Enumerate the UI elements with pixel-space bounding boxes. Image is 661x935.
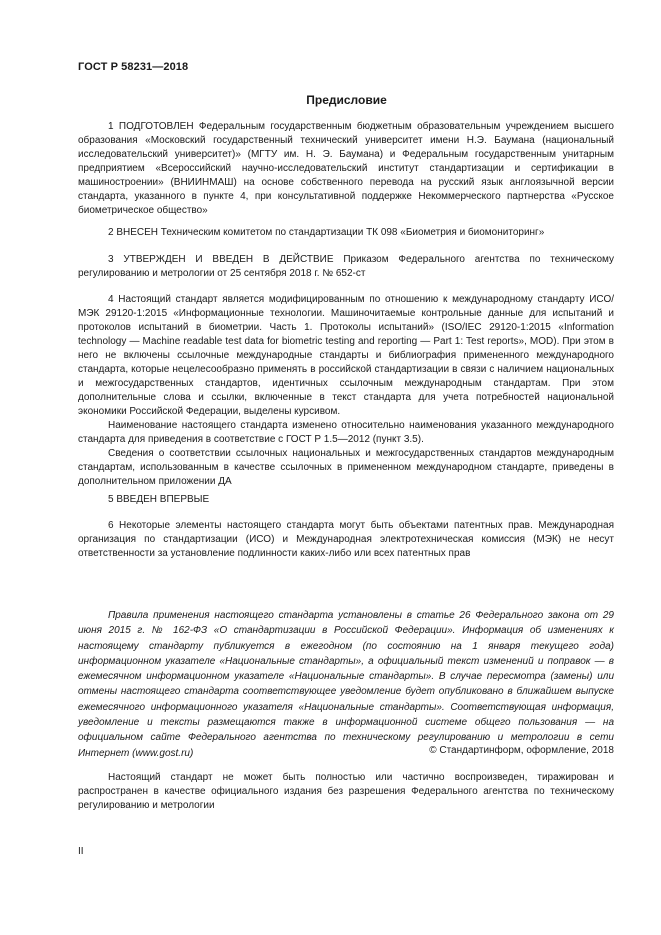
section-4: [78, 293, 614, 489]
section-1: [78, 120, 614, 218]
section-6-text: 6 Некоторые элементы настоящего стандарта могут быть объектами патентных прав. Международная организация по стандартизации (ИСО) и Международная электротехническая комиссия (МЭК) не несут ответственности за установление подлинности каких-либо или всех патентных прав: [78, 520, 614, 559]
section-4-name-note: Наименование настоящего стандарта изменено относительно наименования указанного международного стандарта для приведения в соответствие с ГОСТ Р 1.5—2012 (пункт 3.5).: [78, 420, 614, 445]
application-rules-notice: Правила применения настоящего стандарта установлены в статье 26 Федерального закона от 29 июня 2015 г. № 162-ФЗ «О стандартизации в Российской Федерации». Информация об изменениях к настоящему стандарту публикуется в ежегодном (по состоянию на 1 января текущего года) информационном указателе «Национальные стандарты», а официальный текст изменений и поправок — в ежемесячном информационном указателе «Национальные стандарты». В случае пересмотра (замены) или отмены настоящего стандарта соответствующее уведомление будет опубликовано в ближайшем выпуске ежемесячного информационного указателя «Национальные стандарты». Соответствующая информация, уведомление и тексты размещаются также в информационной системе общего пользования — на официальном сайте Федерального агентства по техническому регулированию и метрологии в сети Интернет (www.gost.ru): [78, 610, 614, 759]
page-title: Предисловие: [306, 93, 387, 107]
copyright-line: © Стандартинформ, оформление, 2018: [429, 745, 614, 756]
section-4-text: 4 Настоящий стандарт является модифицированным по отношению к международному стандарту ИСО/МЭК 29120-1:2015 «Информационные технологии. Машиночитаемые контрольные данные для испытаний и протоколов испытаний в биометрии. Часть 1. Протоколы испытаний» (ISO/IEC 29120-1:2015 «Information technology — Machine readable test data for biometric testing and reporting — Part 1: Test reports», MOD). При этом в него не включены ссылочные международные стандарты и библиография примененного международного стандарта, которые нецелесообразно применять в российской стандартизации в связи с наличием национальных и межгосударственных стандартов, идентичных ссылочным международным стандартам. При этом дополнительные слова и ссылки, включенные в текст стандарта для учета потребностей национальной экономики Российской Федерации, выделены курсивом.: [78, 294, 614, 417]
section-2: [78, 226, 614, 240]
section-3: [78, 253, 614, 281]
standard-designation: ГОСТ Р 58231—2018: [78, 61, 189, 73]
section-1-text: 1 ПОДГОТОВЛЕН Федеральным государственным бюджетным образовательным учреждением высшего образования «Московский государственный технический университет имени Н.Э. Баумана (национальный исследовательский университет)» (МГТУ им. Н. Э. Баумана) и Федеральным государственным унитарным предприятием «Всероссийский научно-исследовательский институт стандартизации и сертификации в машиностроении» (ВНИИНМАШ) на основе собственного перевода на русский язык англоязычной версии стандарта, указанного в пункте 4, при консультативной поддержке Некоммерческого партнерства «Русское биометрическое общество»: [78, 121, 614, 216]
section-3-text: 3 УТВЕРЖДЕН И ВВЕДЕН В ДЕЙСТВИЕ Приказом Федерального агентства по техническому регулированию и метрологии от 25 сентября 2018 г. № 652-ст: [78, 254, 614, 279]
page-number: II: [78, 846, 84, 857]
section-5-text: 5 ВВЕДЕН ВПЕРВЫЕ: [108, 494, 210, 505]
section-2-text: 2 ВНЕСЕН Техническим комитетом по стандартизации ТК 098 «Биометрия и биомониторинг»: [108, 227, 545, 238]
reproduction-restriction: Настоящий стандарт не может быть полностью или частично воспроизведен, тиражирован и распространен в качестве официального издания без разрешения Федерального агентства по техническому регулированию и метрологии: [78, 772, 614, 811]
section-5: [78, 493, 614, 507]
section-4-references-note: Сведения о соответствии ссылочных национальных и межгосударственных стандартов международным стандартам, использованным в качестве ссылочных в примененном международном стандарте, приведены в дополнительном приложении ДА: [78, 448, 614, 487]
section-6: [78, 519, 614, 561]
